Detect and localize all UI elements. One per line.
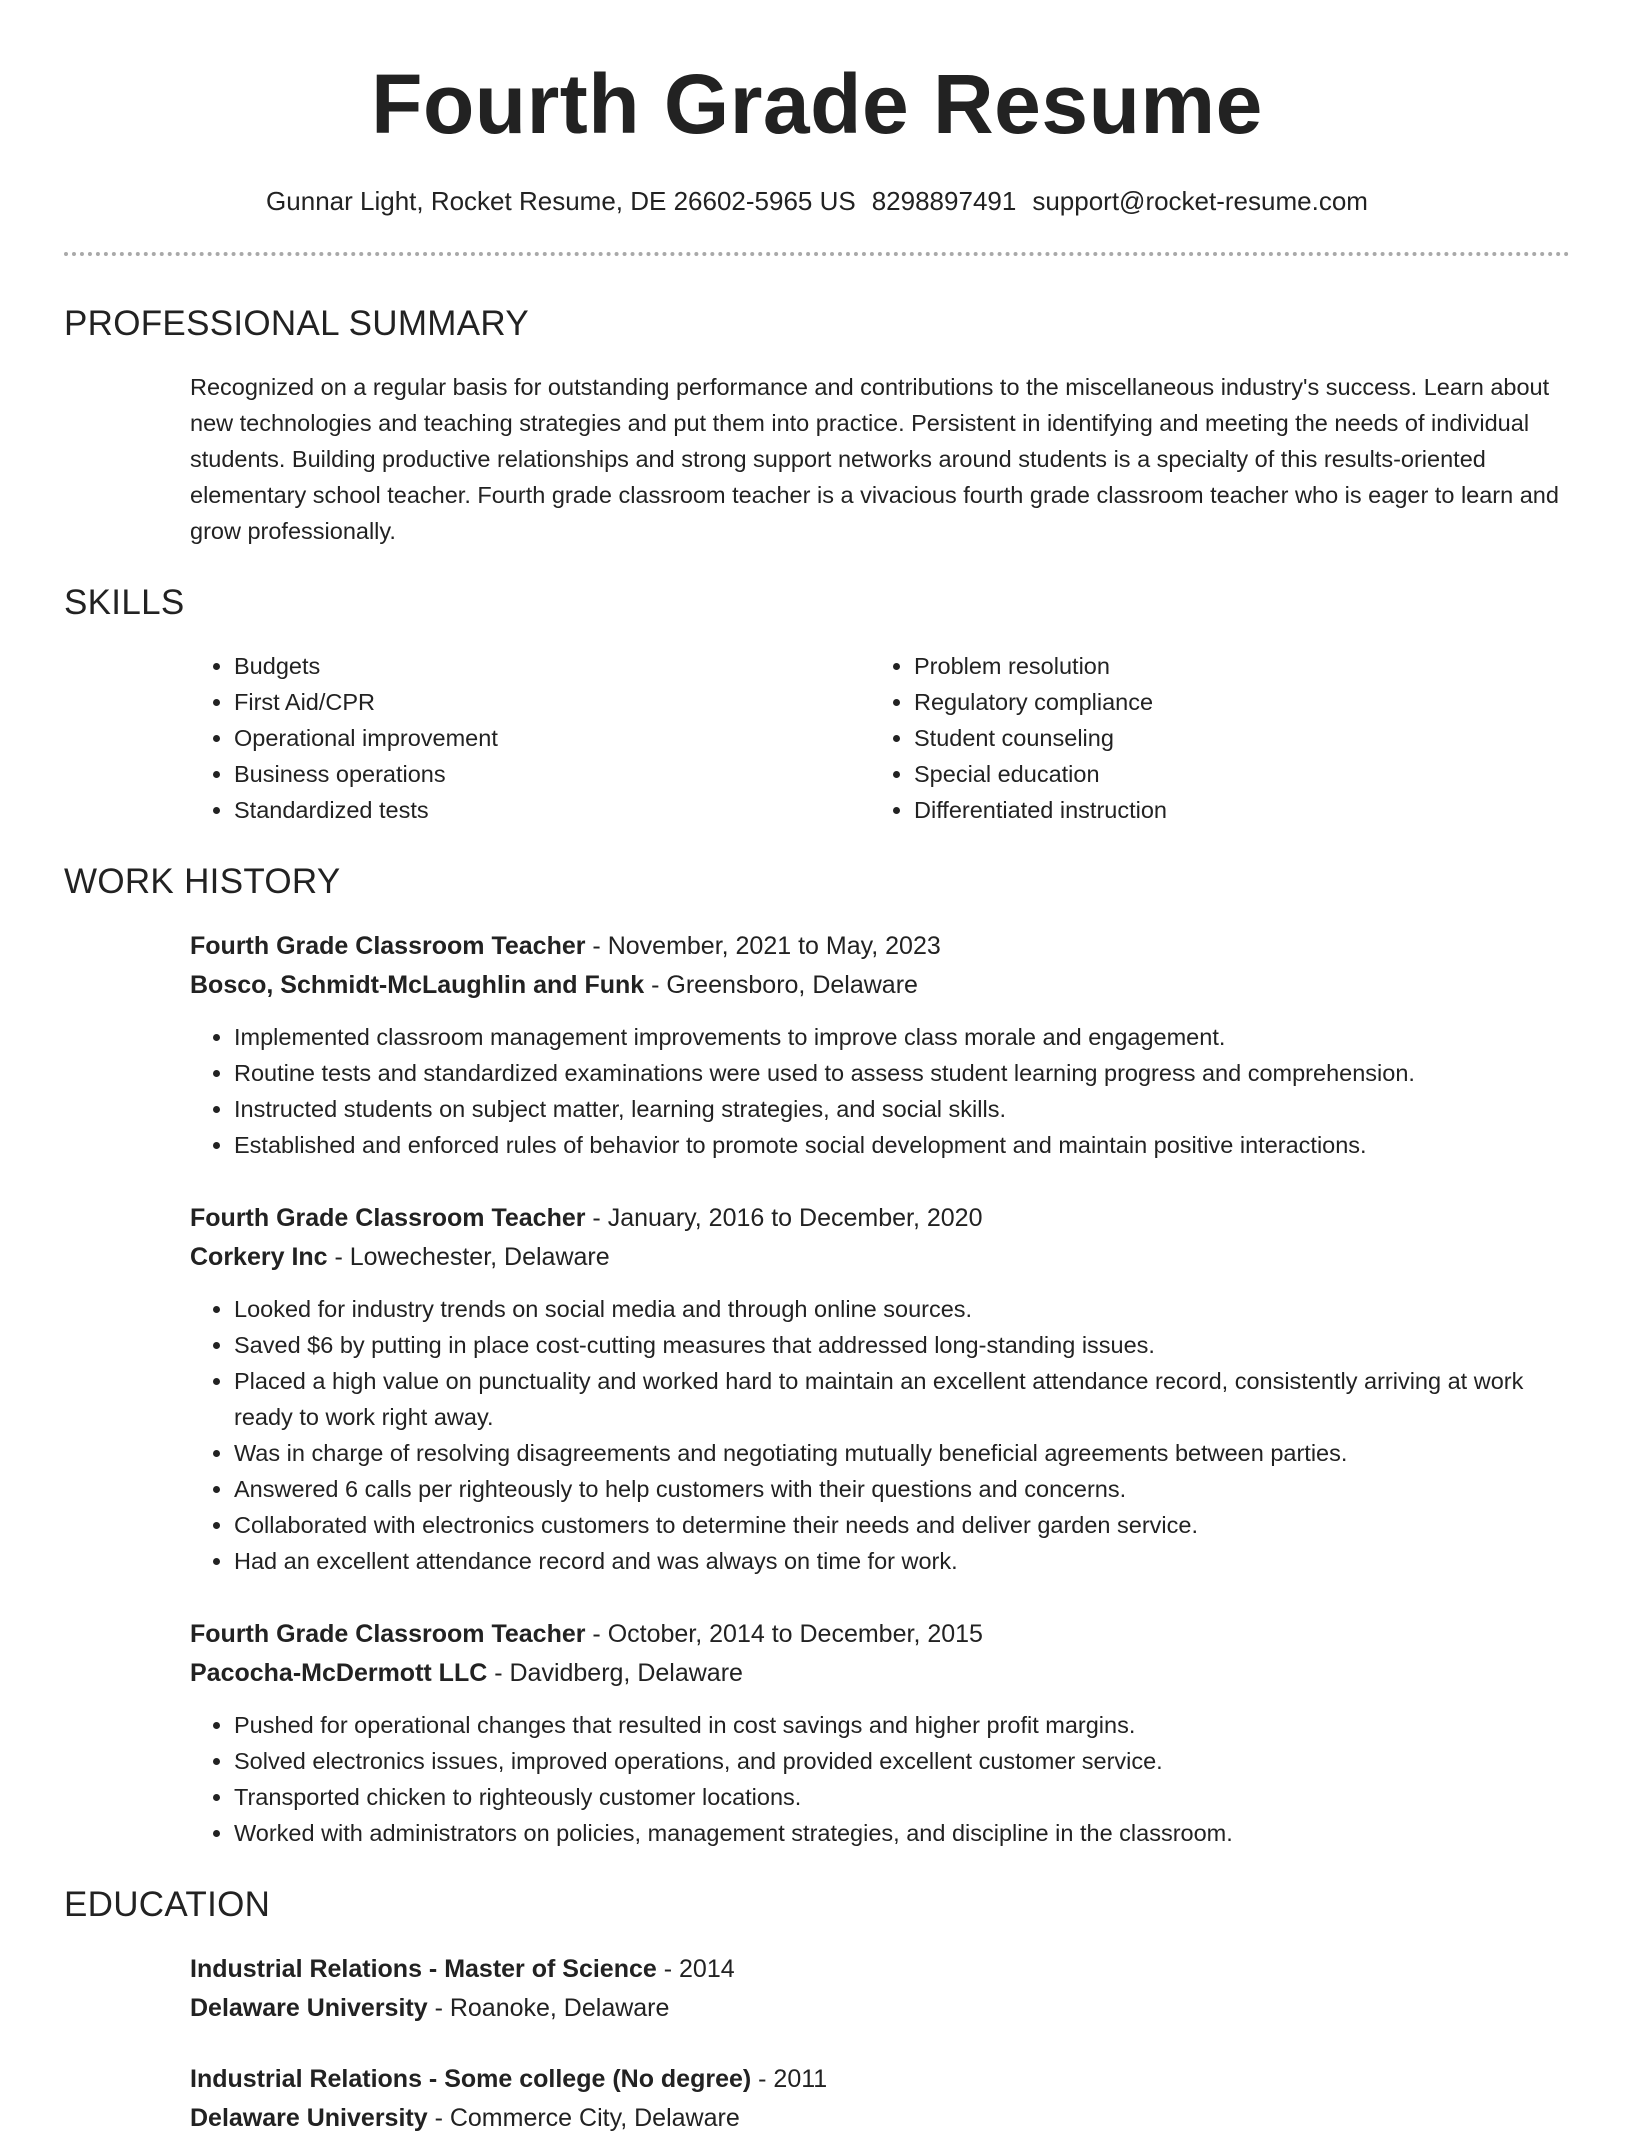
skill-item: • Regulatory compliance bbox=[914, 684, 1550, 720]
summary-heading: PROFESSIONAL SUMMARY bbox=[64, 304, 529, 344]
header-divider bbox=[64, 252, 1570, 256]
skill-item: • Standardized tests bbox=[234, 792, 870, 828]
job-location: - Lowechester, Delaware bbox=[327, 1243, 610, 1272]
education-degree-line bbox=[190, 1950, 1570, 1989]
job-company: Pacocha-McDermott LLC bbox=[190, 1659, 488, 1688]
education-school: Delaware University bbox=[190, 2104, 428, 2133]
job-title: Fourth Grade Classroom Teacher bbox=[190, 932, 586, 961]
resume-page bbox=[64, 0, 1570, 2138]
job-location: - Greensboro, Delaware bbox=[644, 971, 918, 1000]
education-degree-line bbox=[190, 2060, 1570, 2099]
skills-heading: SKILLS bbox=[64, 583, 185, 623]
contact-phone: 8298897491 bbox=[871, 186, 1017, 216]
education-location: - Commerce City, Delaware bbox=[427, 2104, 740, 2133]
education-year: - 2014 bbox=[656, 1955, 735, 1984]
job-location: - Davidberg, Delaware bbox=[487, 1659, 743, 1688]
contact-line bbox=[64, 186, 1570, 217]
job-company: Bosco, Schmidt-McLaughlin and Funk bbox=[190, 971, 645, 1000]
job-bullet: • Pushed for operational changes that resulted in cost savings and higher profit margins. bbox=[234, 1707, 1570, 1743]
job-bullets bbox=[190, 1019, 1570, 1163]
skill-item: • Problem resolution bbox=[914, 648, 1550, 684]
job-dates: - November, 2021 to May, 2023 bbox=[585, 932, 941, 961]
job-dates: - October, 2014 to December, 2015 bbox=[585, 1620, 983, 1649]
education-degree: Industrial Relations - Master of Science bbox=[190, 1955, 657, 1984]
job-bullet: • Saved $6 by putting in place cost-cutting measures that addressed long-standing issues. bbox=[234, 1327, 1570, 1363]
job-bullet: • Answered 6 calls per righteously to help customers with their questions and concerns. bbox=[234, 1471, 1570, 1507]
job-company-line bbox=[190, 1654, 1570, 1693]
job-bullet: • Solved electronics issues, improved operations, and provided excellent customer service. bbox=[234, 1743, 1570, 1779]
summary-section bbox=[64, 306, 1570, 549]
job-bullets bbox=[190, 1291, 1570, 1579]
skill-item: • Differentiated instruction bbox=[914, 792, 1550, 828]
work-history-heading: WORK HISTORY bbox=[64, 862, 341, 902]
job-bullet: • Transported chicken to righteously customer locations. bbox=[234, 1779, 1570, 1815]
education-school: Delaware University bbox=[190, 1994, 428, 2023]
education-school-line bbox=[190, 2099, 1570, 2138]
job-company-line bbox=[190, 1238, 1570, 1277]
job-bullet: • Implemented classroom management improvements to improve class morale and engagement. bbox=[234, 1019, 1570, 1055]
job-entry bbox=[190, 927, 1570, 1163]
education-entry bbox=[190, 1950, 1570, 2028]
education-section bbox=[64, 1887, 1570, 2138]
work-history-section bbox=[64, 864, 1570, 1851]
education-heading: EDUCATION bbox=[64, 1885, 271, 1925]
job-bullet: • Was in charge of resolving disagreements and negotiating mutually beneficial agreements between parties. bbox=[234, 1435, 1570, 1471]
job-company-line bbox=[190, 966, 1570, 1005]
skill-item: • Operational improvement bbox=[234, 720, 870, 756]
skill-item: • Special education bbox=[914, 756, 1550, 792]
job-bullet: • Had an excellent attendance record and was always on time for work. bbox=[234, 1543, 1570, 1579]
job-title-line bbox=[190, 927, 1570, 966]
education-degree: Industrial Relations - Some college (No degree) bbox=[190, 2065, 752, 2094]
contact-address: Gunnar Light, Rocket Resume, DE 26602-5965 US bbox=[266, 186, 856, 216]
education-location: - Roanoke, Delaware bbox=[427, 1994, 670, 2023]
skill-item: • Business operations bbox=[234, 756, 870, 792]
job-title-line bbox=[190, 1615, 1570, 1654]
skills-grid bbox=[190, 648, 1570, 828]
skill-item: • Student counseling bbox=[914, 720, 1550, 756]
job-entry bbox=[190, 1615, 1570, 1851]
job-entry bbox=[190, 1199, 1570, 1579]
skills-right-list bbox=[870, 648, 1550, 828]
job-bullet: • Looked for industry trends on social media and through online sources. bbox=[234, 1291, 1570, 1327]
job-title: Fourth Grade Classroom Teacher bbox=[190, 1620, 586, 1649]
job-bullet: • Collaborated with electronics customers to determine their needs and deliver garden service. bbox=[234, 1507, 1570, 1543]
education-year: - 2011 bbox=[751, 2065, 828, 2094]
job-company: Corkery Inc bbox=[190, 1243, 328, 1272]
skills-section bbox=[64, 585, 1570, 828]
skill-item: • First Aid/CPR bbox=[234, 684, 870, 720]
job-bullet: • Worked with administrators on policies, management strategies, and discipline in the classroom. bbox=[234, 1815, 1570, 1851]
job-dates: - January, 2016 to December, 2020 bbox=[585, 1204, 983, 1233]
job-bullet: • Instructed students on subject matter, learning strategies, and social skills. bbox=[234, 1091, 1570, 1127]
contact-email: support@rocket-resume.com bbox=[1032, 186, 1368, 216]
job-title: Fourth Grade Classroom Teacher bbox=[190, 1204, 586, 1233]
education-school-line bbox=[190, 1989, 1570, 2028]
job-title-line bbox=[190, 1199, 1570, 1238]
skill-item: • Budgets bbox=[234, 648, 870, 684]
skills-left-list bbox=[190, 648, 870, 828]
resume-title: Fourth Grade Resume bbox=[371, 57, 1263, 151]
job-bullet: • Established and enforced rules of behavior to promote social development and maintain positive interactions. bbox=[234, 1127, 1570, 1163]
education-entry bbox=[190, 2060, 1570, 2138]
job-bullet: • Routine tests and standardized examinations were used to assess student learning progress and comprehension. bbox=[234, 1055, 1570, 1091]
summary-text: Recognized on a regular basis for outstanding performance and contributions to the miscellaneous industry's success. Learn about new technologies and teaching strategies and put them into practice. Persistent in identifying and meeting the needs of individual students. Building productive relationships and strong support networks around students is a specialty of this results-oriented elementary school teacher. Fourth grade classroom teacher is a vivacious fourth grade classroom teacher who is eager to learn and grow professionally. bbox=[190, 374, 1559, 545]
job-bullets bbox=[190, 1707, 1570, 1851]
job-bullet: • Placed a high value on punctuality and worked hard to maintain an excellent attendance record, consistently arriving at work ready to work right away. bbox=[234, 1363, 1570, 1435]
